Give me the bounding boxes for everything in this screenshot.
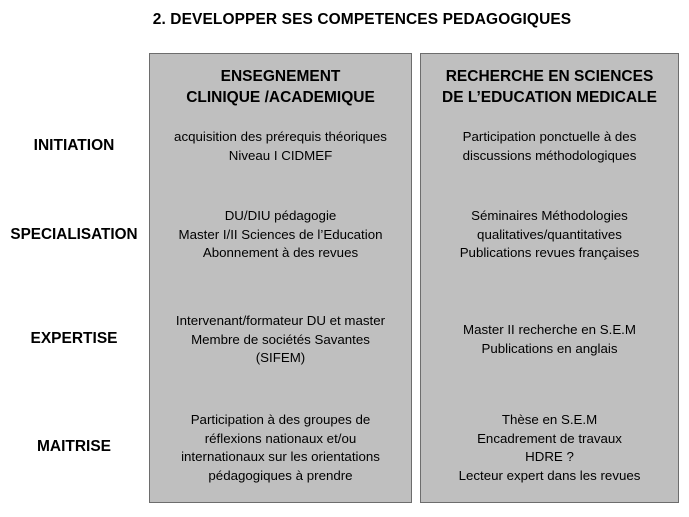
cell-line: Publications revues françaises — [459, 245, 640, 261]
cell-line: Publications en anglais — [481, 340, 618, 356]
cell-line: discussions méthodologiques — [462, 147, 637, 163]
row-label-specialisation: SPECIALISATION — [10, 226, 138, 243]
cell-line: HDRE ? — [525, 449, 574, 465]
cell-initiation-clinique — [150, 128, 411, 165]
cell-line: Master I/II Sciences de l’Education — [178, 226, 383, 242]
cell-line: (SIFEM) — [255, 350, 306, 366]
cell-specialisation-recherche — [421, 207, 678, 263]
cell-initiation-recherche — [421, 128, 678, 165]
cell-line: acquisition des prérequis théoriques — [174, 129, 387, 144]
cell-line: Thèse en S.E.M — [501, 412, 598, 427]
cell-line: qualitatives/quantitatives — [477, 226, 622, 242]
cell-expertise-clinique — [150, 312, 411, 368]
row-label-maitrise: MAITRISE — [36, 438, 112, 455]
cell-line: Master II recherche en S.E.M — [463, 322, 636, 337]
column-header-line: CLINIQUE /ACADEMIQUE — [186, 89, 375, 106]
column-header-line: ENSEGNEMENT — [220, 68, 341, 85]
column-header-line: RECHERCHE EN SCIENCES — [445, 68, 654, 85]
page-title: 2. DEVELOPPER SES COMPETENCES PEDAGOGIQUES — [152, 11, 572, 28]
cell-specialisation-clinique — [150, 207, 411, 263]
cell-maitrise-recherche — [421, 411, 678, 485]
cell-line: DU/DIU pédagogie — [224, 208, 337, 223]
cell-line: internationaux sur les orientations — [181, 449, 380, 465]
cell-line: Membre de sociétés Savantes — [191, 331, 370, 347]
cell-line: Participation à des groupes de — [190, 412, 371, 427]
column-header-left — [150, 66, 411, 108]
cell-line: Encadrement de travaux — [477, 430, 622, 446]
cell-line: Abonnement à des revues — [202, 245, 359, 261]
cell-line: Séminaires Méthodologies — [471, 208, 628, 223]
cell-line: Intervenant/formateur DU et master — [175, 313, 386, 328]
column-header-line: DE L’EDUCATION MEDICALE — [442, 89, 657, 106]
cell-line: pédagogiques à prendre — [208, 467, 353, 483]
cell-line: réflexions nationaux et/ou — [204, 430, 357, 446]
column-recherche-education — [420, 53, 679, 503]
cell-expertise-recherche — [421, 321, 678, 358]
column-header-right — [421, 66, 678, 108]
row-label-expertise: EXPERTISE — [30, 330, 118, 347]
row-label-initiation: INITIATION — [33, 137, 115, 154]
cell-line: Participation ponctuelle à des — [462, 129, 637, 144]
cell-line: Niveau I CIDMEF — [228, 147, 333, 163]
cell-maitrise-clinique — [150, 411, 411, 485]
column-clinique-academique — [149, 53, 412, 503]
cell-line: Lecteur expert dans les revues — [458, 467, 641, 483]
